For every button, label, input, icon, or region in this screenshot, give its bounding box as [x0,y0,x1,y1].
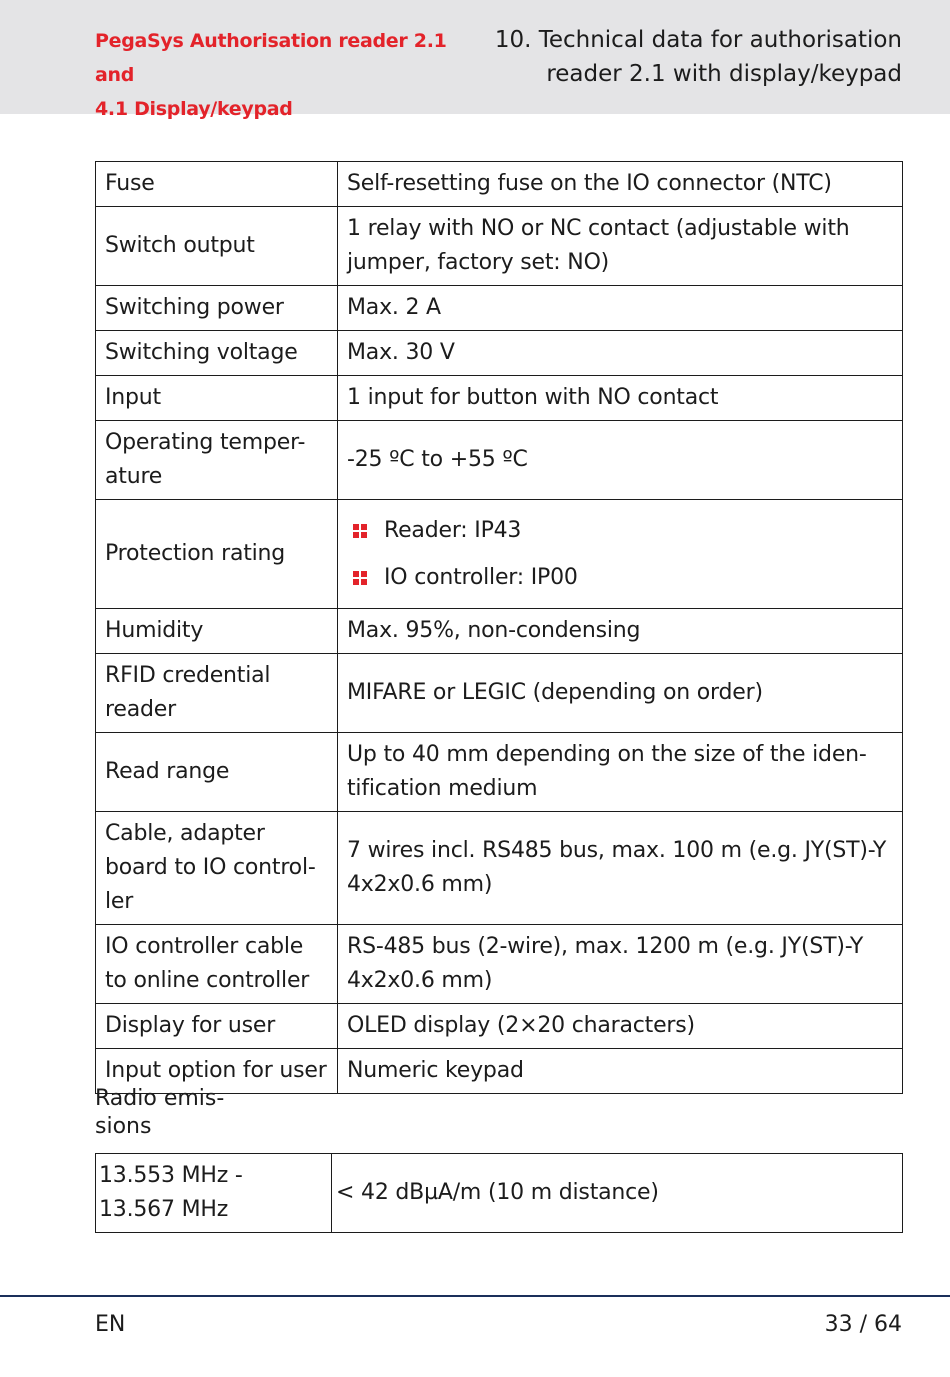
table-row [96,1004,903,1049]
spec-value: Max. 2 A [338,286,903,331]
spec-key: Switch output [96,207,338,286]
product-title-line2: 4.1 Display/keypad [95,98,293,120]
footer-divider [0,1295,950,1297]
spec-key: Input option for user [96,1049,338,1094]
product-title [95,24,480,126]
table-row [96,812,903,925]
spec-key: Input [96,376,338,421]
red-square-bullet-icon [353,524,367,538]
table-row [96,925,903,1004]
spec-value: Numeric keypad [338,1049,903,1094]
spec-key: Cable, adapter board to IO control-ler [96,812,338,925]
table-row [96,421,903,500]
spec-key: Protection rating [96,500,338,609]
spec-value-list [338,500,903,609]
spec-key: Fuse [96,162,338,207]
spec-value: 1 input for button with NO contact [338,376,903,421]
product-title-line1: PegaSys Authorisation reader 2.1 and [95,30,447,86]
spec-key: Operating temper-ature [96,421,338,500]
table-row [96,286,903,331]
spec-value: -25 ºC to +55 ºC [338,421,903,500]
spec-key: RFID credential reader [96,654,338,733]
chapter-title-line1: 10. Technical data for authorisation [494,27,902,53]
spec-value: 7 wires incl. RS485 bus, max. 100 m (e.g. JY(ST)-Y 4x2x0.6 mm) [338,812,903,925]
table-row [96,162,903,207]
spec-value: Max. 30 V [338,331,903,376]
spec-key: Read range [96,733,338,812]
spec-key: Humidity [96,609,338,654]
list-item [347,507,894,554]
radio-emissions-label: Radio emis-sions [95,1086,225,1139]
spec-value: RS-485 bus (2-wire), max. 1200 m (e.g. JY(ST)-Y 4x2x0.6 mm) [338,925,903,1004]
red-square-bullet-icon [353,571,367,585]
table-row [96,207,903,286]
table-row [96,654,903,733]
radio-emissions-table [95,1153,903,1233]
table-row [96,500,903,609]
spec-value: Self-resetting fuse on the IO connector (NTC) [338,162,903,207]
table-row [96,733,903,812]
spec-value: Max. 95%, non-condensing [338,609,903,654]
chapter-title-line2: reader 2.1 with display/keypad [546,61,902,87]
spec-value: < 42 dBµA/m (10 m distance) [332,1154,903,1233]
spec-value: 1 relay with NO or NC contact (adjustable with jumper, factory set: NO) [338,207,903,286]
spec-value: Up to 40 mm depending on the size of the iden-tification medium [338,733,903,812]
protection-rating-list [347,507,894,601]
spec-key: Switching voltage [96,331,338,376]
page-number: 33 / 64 [824,1312,902,1337]
table-row [96,376,903,421]
spec-value: OLED display (2×20 characters) [338,1004,903,1049]
list-item [347,554,894,601]
table-row [96,331,903,376]
spec-key: Switching power [96,286,338,331]
footer-language: EN [95,1312,126,1337]
spec-key: IO controller cable to online controller [96,925,338,1004]
technical-data-table [95,161,903,1094]
table-row [96,1154,903,1233]
spec-key: Display for user [96,1004,338,1049]
chapter-title [482,23,902,91]
spec-key: 13.553 MHz - 13.567 MHz [96,1154,332,1233]
spec-value: MIFARE or LEGIC (depending on order) [338,654,903,733]
table-row [96,609,903,654]
page-header [0,0,950,120]
list-item-text: Reader: IP43 [384,517,522,543]
list-item-text: IO controller: IP00 [384,564,578,590]
